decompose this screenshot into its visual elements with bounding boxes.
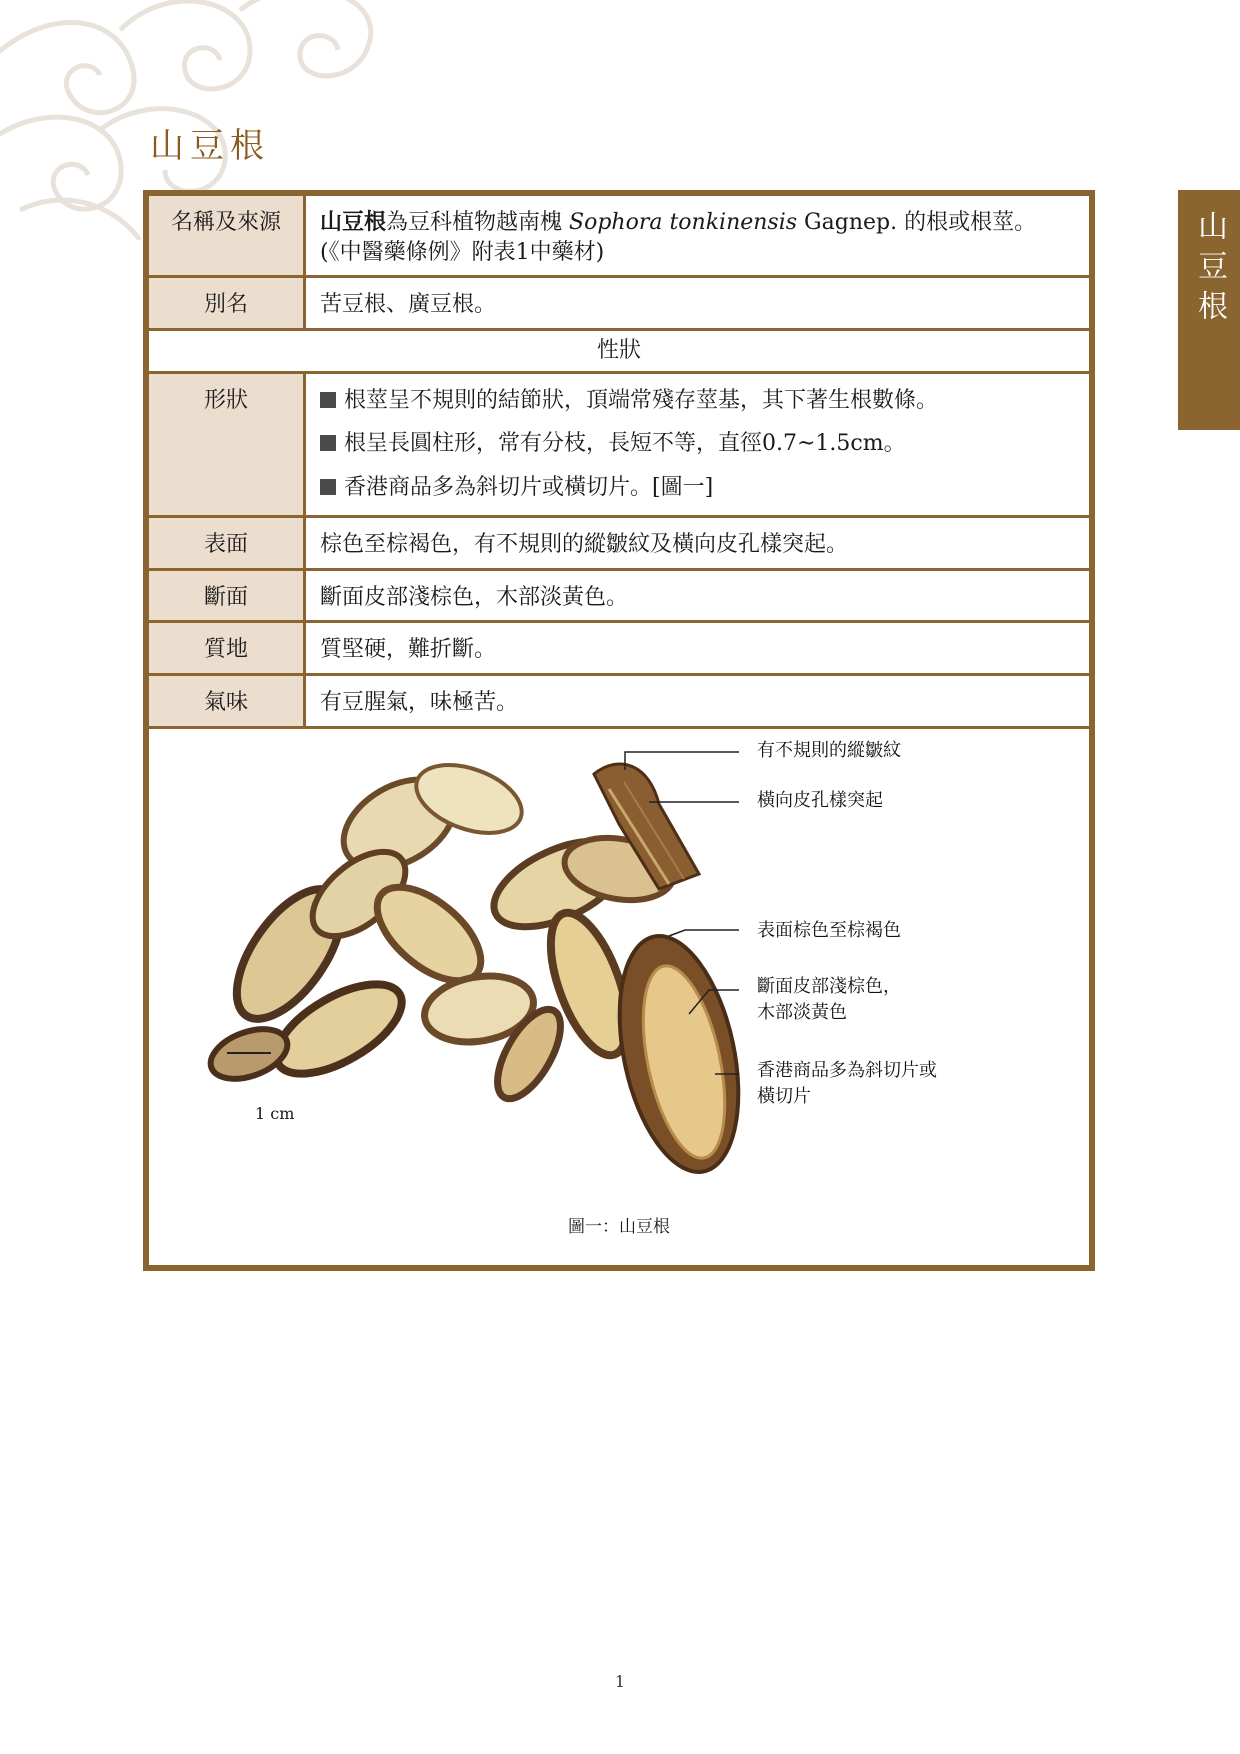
row-label-surface: 表面: [149, 516, 305, 569]
herb-photo-illustration: [149, 694, 1089, 1271]
list-item: 根呈長圓柱形，常有分枝，長短不等，直徑0.7~1.5cm。: [320, 429, 1075, 459]
callout-section-color: 斷面皮部淺棕色， 木部淡黃色: [757, 976, 901, 1024]
table-row: [149, 372, 1089, 516]
page-number: 1: [614, 1672, 626, 1691]
row-value-alias: 苦豆根、廣豆根。: [305, 277, 1090, 330]
section-header: 性狀: [149, 330, 1089, 373]
table-row: [149, 277, 1089, 330]
row-value-texture: 質堅硬，難折斷。: [305, 622, 1090, 675]
square-bullet-icon: [320, 435, 336, 451]
table-row: [149, 330, 1089, 373]
row-value-odor: 有豆腥氣，味極苦。: [305, 674, 1090, 727]
herb-name-bold: 山豆根: [320, 209, 387, 235]
row-value-surface: 棕色至棕褐色，有不規則的縱皺紋及橫向皮孔樣突起。: [305, 516, 1090, 569]
table-row: [149, 569, 1089, 622]
root-slice-cross-section: [600, 925, 757, 1183]
list-item: 根莖呈不規則的結節狀，頂端常殘存莖基，其下著生根數條。: [320, 386, 1075, 416]
row-value-section: 斷面皮部淺棕色，木部淡黃色。: [305, 569, 1090, 622]
source-text-2: Gagnep. 的根或根莖。(《中醫藥條例》附表1中藥材): [320, 210, 1037, 265]
square-bullet-icon: [320, 479, 336, 495]
scale-label: 1 cm: [255, 1104, 295, 1123]
row-value-source: [305, 196, 1090, 277]
square-bullet-icon: [320, 392, 336, 408]
callout-lenticels: 橫向皮孔樣突起: [757, 790, 883, 811]
row-label-source: 名稱及來源: [149, 196, 305, 277]
page-title: 山豆根: [150, 126, 270, 166]
list-item: 香港商品多為斜切片或橫切片。[圖一]: [320, 473, 1075, 503]
latin-name: Sophora tonkinensis: [569, 210, 798, 235]
root-slices-pile: [204, 752, 678, 1108]
row-label-odor: 氣味: [149, 674, 305, 727]
row-value-shape: [305, 372, 1090, 516]
table-row: [149, 196, 1089, 277]
row-label-texture: 質地: [149, 622, 305, 675]
side-tab-label: 山豆根: [1192, 210, 1227, 330]
callout-wrinkles: 有不規則的縱皺紋: [757, 740, 901, 761]
row-label-alias: 別名: [149, 277, 305, 330]
table-row: [149, 516, 1089, 569]
row-label-shape: 形狀: [149, 372, 305, 516]
row-label-section: 斷面: [149, 569, 305, 622]
callout-surface-color: 表面棕色至棕褐色: [757, 920, 901, 941]
source-text-1: 為豆科植物越南槐: [386, 210, 570, 235]
figure-caption: 圖一：山豆根: [568, 1217, 670, 1237]
callout-commercial-form: 香港商品多為斜切片或 橫切片: [757, 1060, 937, 1108]
side-tab: [1178, 190, 1240, 430]
monograph-table: [149, 196, 1089, 729]
table-row: [149, 622, 1089, 675]
monograph-frame: [143, 190, 1095, 1271]
